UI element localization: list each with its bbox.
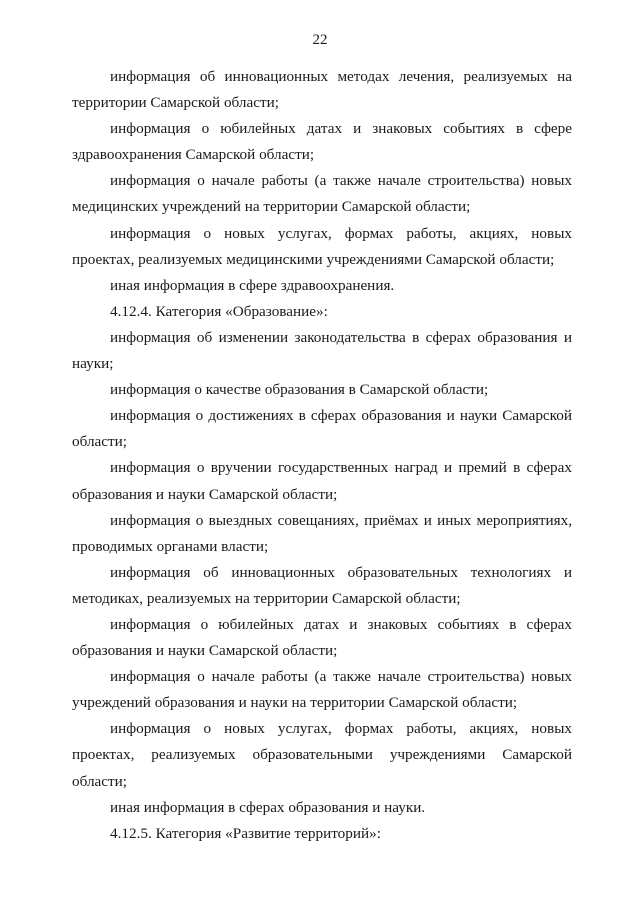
section-heading-education: 4.12.4. Категория «Образование»: xyxy=(110,302,328,320)
document-body xyxy=(72,64,572,847)
paragraph-medical-new-services: информация о новых услугах, формах работы, акциях, новых проектах, реализуемых медицинскими учреждениями Самарской области; xyxy=(72,224,572,268)
paragraph-education-new-services: информация о новых услугах, формах работы, акциях, новых проектах, реализуемых образовательными учреждениями Самарской области; xyxy=(72,720,572,790)
page-number: 22 xyxy=(312,32,328,48)
paragraph-new-education-institutions: информация о начале работы (а также начале строительства) новых учреждений образования и науки на территории Самарской области; xyxy=(72,668,572,712)
paragraph-legislation-changes: информация об изменении законодательства в сферах образования и науки; xyxy=(72,328,572,373)
paragraph-innovative-education: информация об инновационных образовательных технологиях и методиках, реализуемых на территории Самарской области; xyxy=(72,563,572,607)
section-heading-territorial-development: 4.12.5. Категория «Развитие территорий»: xyxy=(110,824,381,842)
paragraph-other-healthcare: иная информация в сфере здравоохранения. xyxy=(110,276,395,294)
paragraph-new-medical-facilities: информация о начале работы (а также начале строительства) новых медицинских учреждений на территории Самарской области; xyxy=(72,172,572,216)
paragraph-education-anniversaries: информация о юбилейных датах и знаковых событиях в сферах образования и науки Самарской области; xyxy=(72,615,572,660)
paragraph-state-awards: информация о вручении государственных наград и премий в сферах образования и науки Самарской области; xyxy=(72,459,572,503)
paragraph-education-achievements: информация о достижениях в сферах образования и науки Самарской области; xyxy=(72,407,572,451)
paragraph-innovative-treatment: информация об инновационных методах лечения, реализуемых на территории Самарской области; xyxy=(72,68,572,112)
paragraph-healthcare-anniversaries: информация о юбилейных датах и знаковых событиях в сфере здравоохранения Самарской области; xyxy=(72,120,572,164)
paragraph-other-education: иная информация в сферах образования и науки. xyxy=(110,798,426,816)
paragraph-education-quality: информация о качестве образования в Самарской области; xyxy=(110,381,489,399)
paragraph-field-meetings: информация о выездных совещаниях, приёмах и иных мероприятиях, проводимых органами власти; xyxy=(72,511,572,555)
